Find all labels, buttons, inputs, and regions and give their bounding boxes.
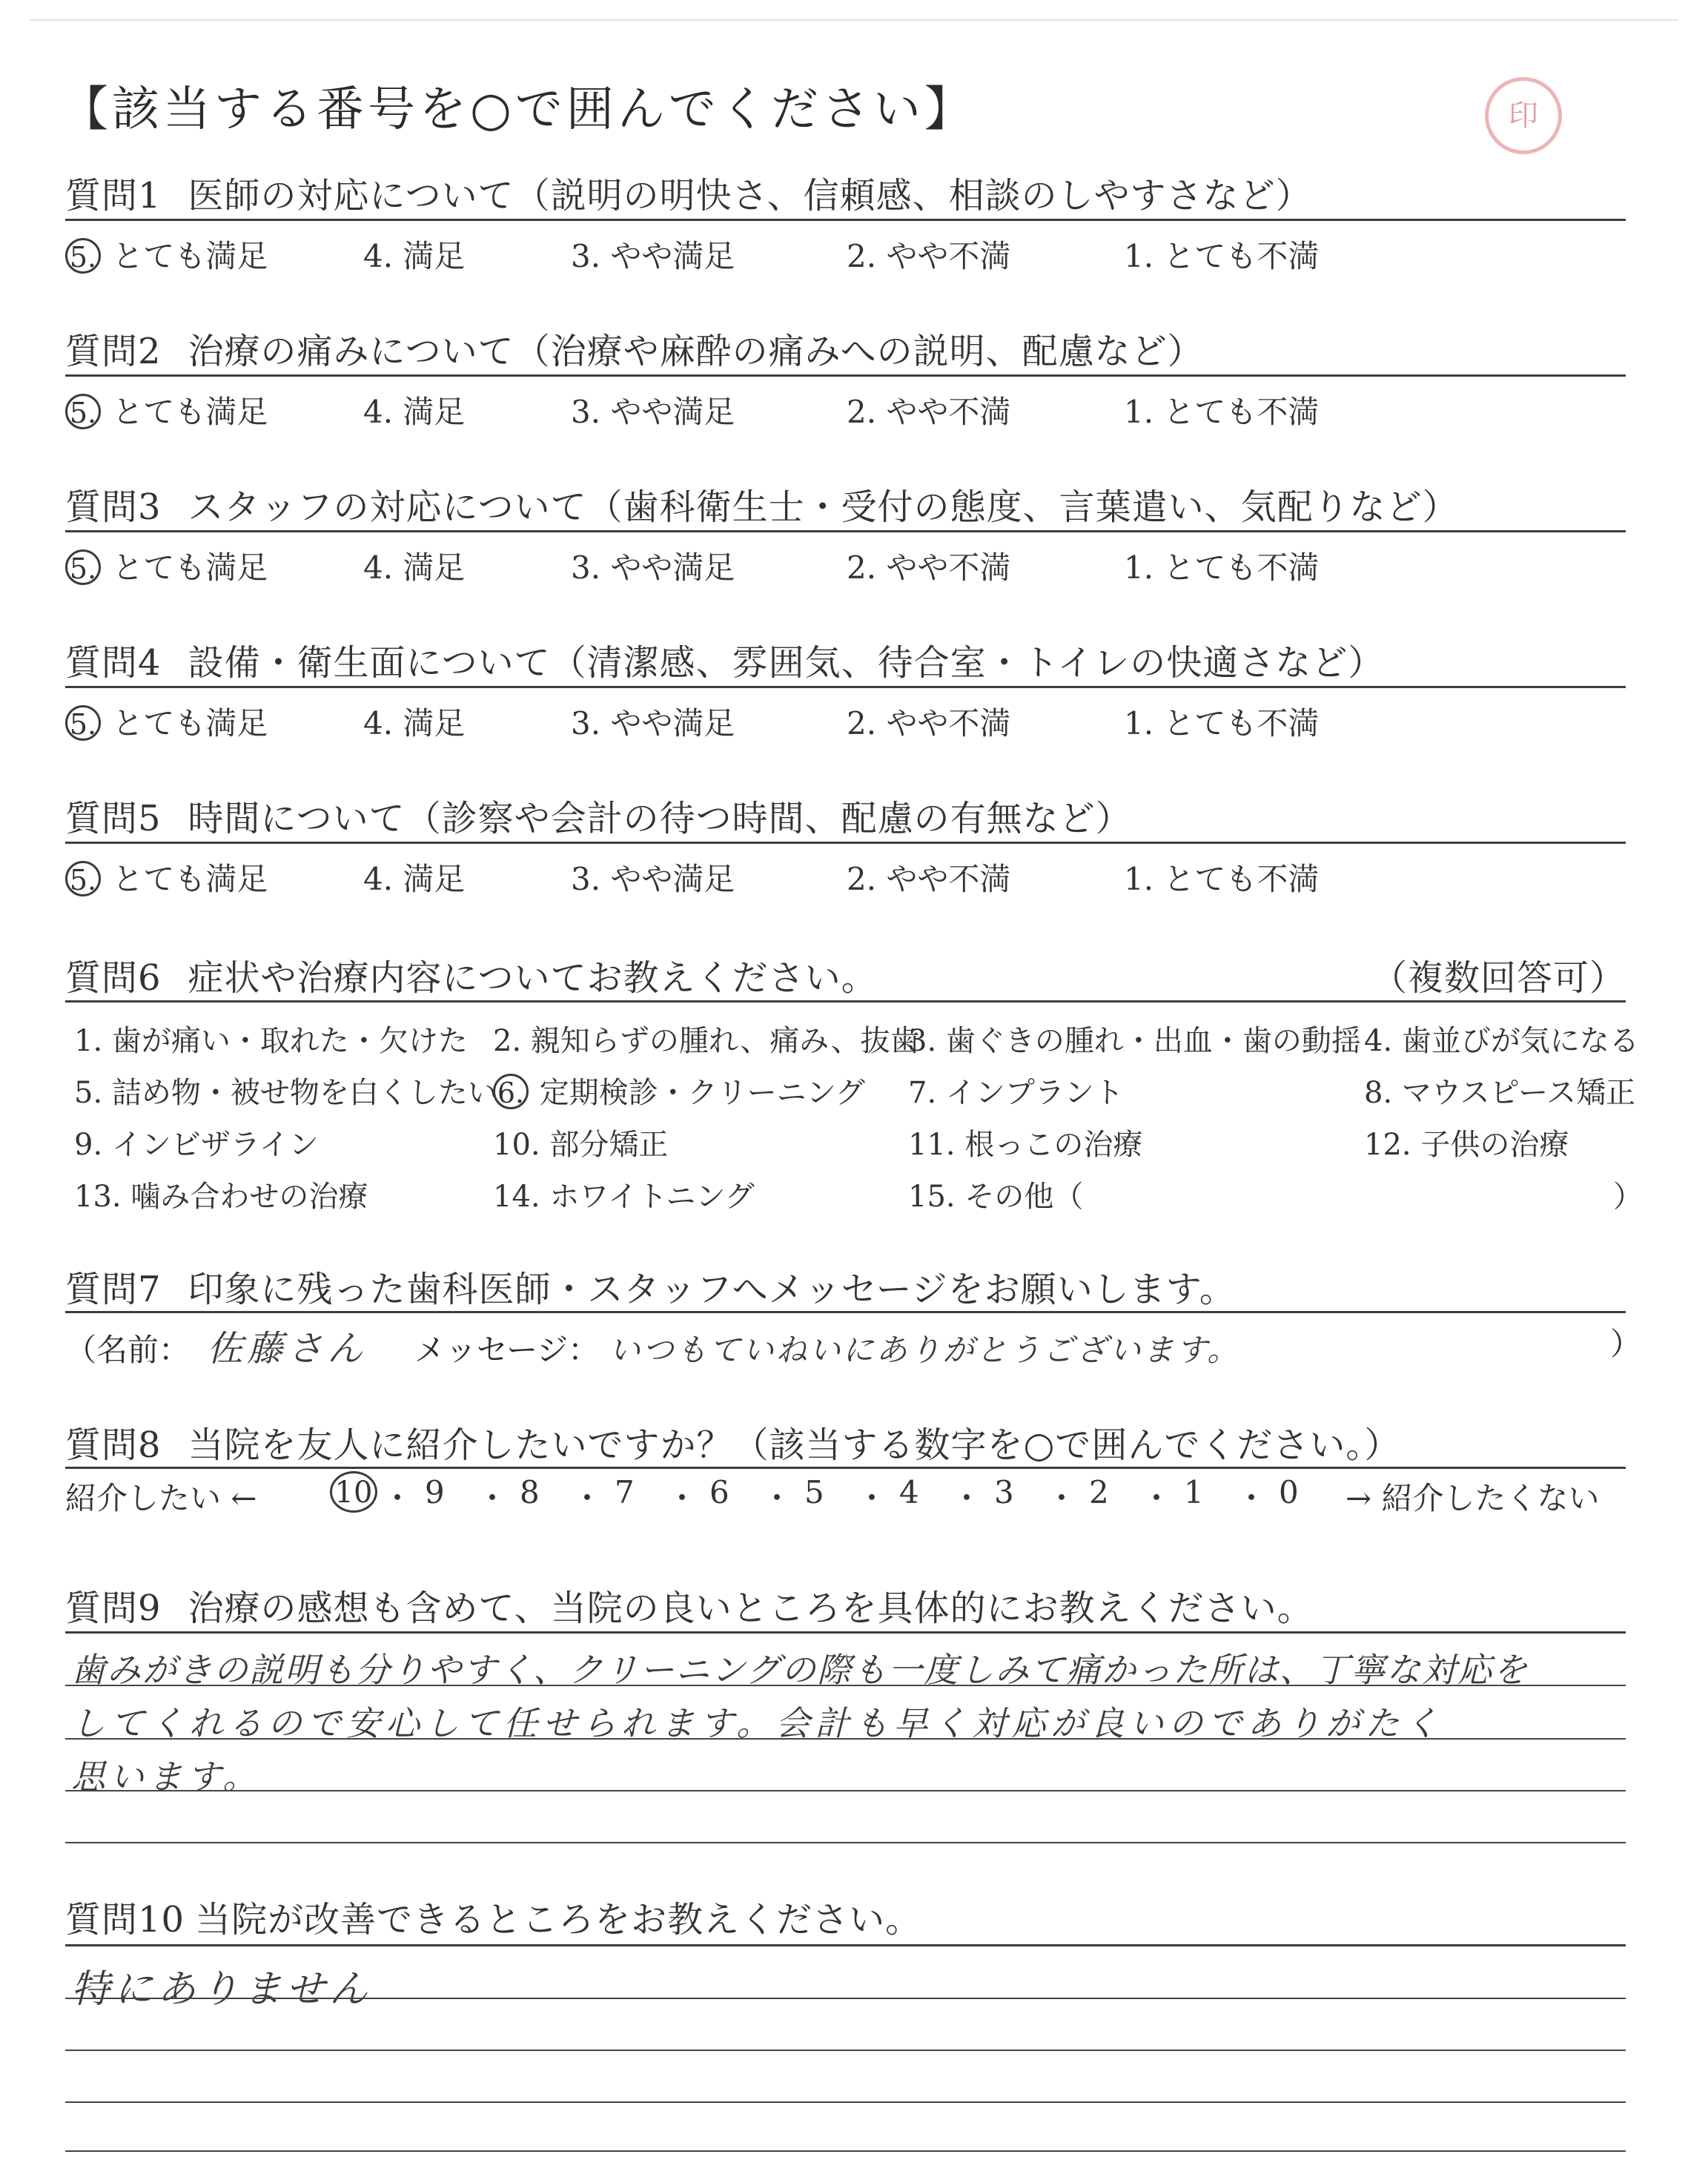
scale-separator: ・: [951, 1480, 983, 1516]
rating-option: 2. やや不満: [847, 861, 1011, 897]
q8-number: 質問8: [65, 1424, 162, 1466]
q7-name-label: （名前：: [65, 1332, 191, 1368]
scale-number: 4: [899, 1474, 919, 1510]
rating-option: 3. やや満足: [571, 861, 735, 897]
rating-option: 1. とても不満: [1124, 549, 1320, 586]
scale-separator: ・: [477, 1480, 509, 1516]
q6-option: 9. インビザライン: [74, 1128, 319, 1162]
q6-title: [65, 949, 878, 1000]
rating-option: 2. やや不満: [847, 705, 1011, 742]
scale-number: 8: [520, 1474, 540, 1510]
q6-option: 7. インプラント: [908, 1076, 1124, 1110]
q7-message-label: メッセージ：: [414, 1332, 600, 1368]
scale-number: 2: [1089, 1474, 1109, 1510]
q6-option: 1. 歯が痛い・取れた・欠けた: [74, 1024, 468, 1058]
rating-option-label: とても満足: [102, 394, 268, 430]
scale-number: 1: [1184, 1474, 1204, 1510]
question-number: 質問4: [65, 642, 162, 684]
q9-rule-2: [65, 1738, 1626, 1740]
rating-option-label: とても満足: [102, 549, 268, 586]
q7-name-value: 佐藤さん: [207, 1328, 368, 1370]
q7-number: 質問7: [65, 1269, 162, 1310]
rating-option-label: とても満足: [102, 238, 268, 274]
scale-separator: ・: [572, 1480, 603, 1516]
rating-option: [65, 855, 268, 899]
q1-title: [65, 167, 1312, 218]
clinic-seal-stamp: [1485, 77, 1562, 154]
rating-option: [65, 544, 268, 588]
q1-rule: [65, 219, 1626, 221]
q6-option-label: 定期検診・クリーニング: [530, 1076, 865, 1110]
question-number: 質問3: [65, 486, 162, 528]
rating-option: 1. とても不満: [1124, 394, 1320, 430]
q6-option: 3. 歯ぐきの腫れ・出血・歯の動揺: [908, 1024, 1361, 1058]
rating-option: 3. やや満足: [571, 705, 735, 742]
rating-option: 2. やや不満: [847, 238, 1011, 274]
q8-right-label: → 紹介したくない: [1345, 1480, 1600, 1516]
q9-answer-line: 歯みがきの説明も分りやすく、クリーニングの際も一度しみて痛かった所は、丁寧な対応を: [71, 1650, 1529, 1690]
q4-rule: [65, 686, 1626, 688]
q9-rule-0: [65, 1631, 1626, 1634]
q6-text: 症状や治療内容についてお教えください。: [188, 957, 878, 999]
q6-number: 質問6: [65, 957, 162, 999]
question-text: 治療の痛みについて（治療や麻酔の痛みへの説明、配慮など）: [188, 331, 1204, 372]
q10-rule-1: [65, 1998, 1626, 1999]
q9-rule-4: [65, 1842, 1626, 1843]
q5-title: [65, 790, 1132, 841]
q10-rule-0: [65, 1944, 1626, 1946]
scale-separator: ・: [382, 1480, 414, 1516]
q8-left-label: 紹介したい ←: [65, 1480, 257, 1516]
q6-option: 8. マウスピース矯正: [1364, 1076, 1636, 1110]
rating-option: 3. やや満足: [571, 394, 735, 430]
q8-text: 当院を友人に紹介したいですか？（該当する数字を○で囲んでください。）: [188, 1424, 1401, 1466]
scale-separator: ・: [761, 1480, 793, 1516]
selected-circle: 5.: [65, 238, 101, 274]
rating-option: [65, 232, 268, 277]
q9-text: 治療の感想も含めて、当院の良いところを具体的にお教えください。: [188, 1588, 1314, 1629]
question-text: スタッフの対応について（歯科衛生士・受付の態度、言葉遣い、気配りなど）: [188, 486, 1459, 528]
q8-rule: [65, 1467, 1626, 1469]
question-text: 時間について（診察や会計の待つ時間、配慮の有無など）: [188, 798, 1132, 839]
question-text: 医師の対応について（説明の明快さ、信頼感、相談のしやすさなど）: [188, 175, 1312, 217]
q6-note: （複数回答可）: [1371, 957, 1626, 999]
question-number: 質問2: [65, 331, 162, 372]
scale-separator: ・: [1046, 1480, 1078, 1516]
q9-answer-line: してくれるので安心して任せられます。会計も早く対応が良いのでありがたく: [71, 1703, 1444, 1743]
rating-option: 4. 満足: [363, 705, 466, 742]
q10-number: 質問10: [65, 1899, 185, 1941]
rating-option: 3. やや満足: [571, 549, 735, 586]
selected-circle: 5.: [65, 861, 101, 896]
q2-rule: [65, 374, 1626, 377]
q5-rule: [65, 842, 1626, 844]
top-divider: [30, 19, 1678, 21]
q7-message-value: いつもていねいにありがとうございます。: [609, 1332, 1241, 1368]
form-instruction-heading: 【該当する番号を○で囲んでください】: [61, 82, 976, 137]
rating-option-label: とても満足: [102, 705, 268, 742]
selected-circle: 5.: [65, 549, 101, 585]
question-text: 設備・衛生面について（清潔感、雰囲気、待合室・トイレの快適さなど）: [188, 642, 1385, 684]
q10-title: [65, 1891, 921, 1942]
q9-answer-line: 思います。: [71, 1757, 262, 1797]
q4-title: [65, 634, 1384, 685]
scale-number: 7: [615, 1474, 635, 1510]
q6-option: ）: [1613, 1180, 1643, 1214]
scale-separator: ・: [856, 1480, 888, 1516]
rating-option: 4. 満足: [363, 549, 466, 586]
q9-title: [65, 1579, 1314, 1631]
q3-rule: [65, 530, 1626, 532]
q7-title: [65, 1261, 1236, 1312]
selected-scale-number: 10: [330, 1471, 377, 1513]
q10-rule-2: [65, 2050, 1626, 2051]
scale-number: 6: [709, 1474, 729, 1510]
q2-title: [65, 323, 1204, 374]
rating-option: 2. やや不満: [847, 549, 1011, 586]
rating-option: 1. とても不満: [1124, 861, 1320, 897]
rating-option: 4. 満足: [363, 238, 466, 274]
q7-close-paren: ）: [1610, 1326, 1642, 1362]
scale-separator: ・: [1141, 1480, 1173, 1516]
q6-option: [493, 1069, 865, 1112]
scale-number: 3: [994, 1474, 1014, 1510]
q6-option: 5. 詰め物・被せ物を白くしたい: [74, 1076, 497, 1110]
q6-option: 2. 親知らずの腫れ、痛み、抜歯: [493, 1024, 920, 1058]
q9-rule-3: [65, 1790, 1626, 1791]
rating-option: 4. 満足: [363, 394, 466, 430]
q6-option: 11. 根っこの治療: [908, 1128, 1143, 1162]
seal-glyph: 印: [1509, 99, 1538, 133]
q6-option: 10. 部分矯正: [493, 1128, 669, 1162]
rating-option: [65, 388, 268, 432]
selected-circle: 5.: [65, 394, 101, 429]
rating-option: 1. とても不満: [1124, 238, 1320, 274]
q9-rule-1: [65, 1685, 1626, 1686]
rating-option: 4. 満足: [363, 861, 466, 897]
q7-text: 印象に残った歯科医師・スタッフへメッセージをお願いします。: [188, 1269, 1236, 1310]
q6-option: 4. 歯並びが気になる: [1364, 1024, 1639, 1058]
rating-option: [65, 699, 268, 744]
scale-separator: ・: [666, 1480, 698, 1516]
q6-rule: [65, 1000, 1626, 1003]
q10-text: 当院が改善できるところをお教えください。: [195, 1899, 922, 1941]
q10-rule-3: [65, 2101, 1626, 2103]
question-number: 質問1: [65, 175, 162, 217]
q6-option: 14. ホワイトニング: [493, 1180, 755, 1214]
question-number: 質問5: [65, 798, 162, 839]
q3-title: [65, 478, 1459, 529]
scale-number: 5: [804, 1474, 824, 1510]
scale-number: 0: [1279, 1474, 1299, 1510]
q7-rule: [65, 1311, 1626, 1313]
q8-title: [65, 1416, 1400, 1467]
scale-separator: ・: [1236, 1480, 1268, 1516]
rating-option: 3. やや満足: [571, 238, 735, 274]
rating-option-label: とても満足: [102, 861, 268, 897]
rating-option: 1. とても不満: [1124, 705, 1320, 742]
scale-number: 9: [425, 1474, 445, 1510]
q10-answer-line: 特にありません: [71, 1967, 373, 2012]
selected-circle: 6.: [493, 1074, 529, 1109]
q10-rule-4: [65, 2150, 1626, 2152]
selected-circle: 5.: [65, 705, 101, 741]
q6-option: 12. 子供の治療: [1364, 1128, 1569, 1162]
q6-option: 15. その他（: [908, 1180, 1084, 1214]
q9-number: 質問9: [65, 1588, 162, 1629]
rating-option: 2. やや不満: [847, 394, 1011, 430]
q7-name-row: [65, 1320, 1240, 1371]
q6-option: 13. 噛み合わせの治療: [74, 1180, 368, 1214]
